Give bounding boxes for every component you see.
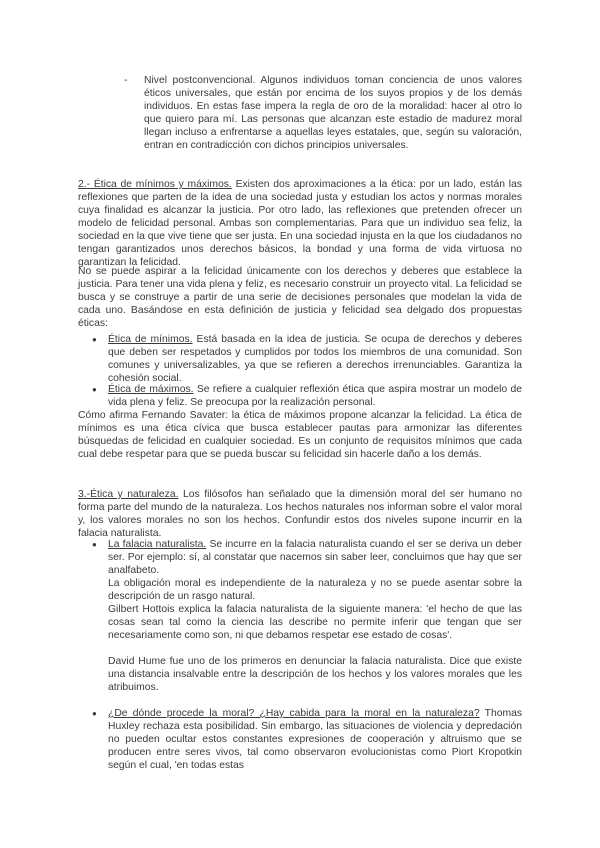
falacia-paragraph-4: David Hume fue uno de los primeros en denunciar la falacia naturalista. Dice que existe una distancia insalvable entre la descripción de los hechos y los valores morales que les atribuimos. <box>108 656 522 693</box>
maximos-text: Se refiere a cualquier reflexión ética que aspira mostrar un modelo de vida plena y feliz. Se preocupa por la realización personal. <box>108 384 522 408</box>
bullet-icon <box>92 707 100 715</box>
bullet-icon <box>92 538 100 546</box>
falacia-label: La falacia naturalista. <box>108 539 207 550</box>
origen-moral-text: Thomas Huxley rechaza esta posibilidad. Sin embargo, las situaciones de violencia y depredación no pueden ocultar estos constantes expresiones de cooperación y altruismo que se producen entre seres vivos, tal como observaron evolucionistas como Piort Kropotkin según el cual, 'en todas estas <box>108 708 522 771</box>
origen-moral-label: ¿De dónde procede la moral? ¿Hay cabida para la moral en la naturaleza? <box>108 708 480 719</box>
section-2-intro-text: Existen dos aproximaciones a la ética: por un lado, están las reflexiones que parten de la idea de una sociedad justa y estudian los actos y normas morales cuya finalidad es alcanzar la justicia. Por otro lado, las reflexiones que pretenden ofrecer un modelo de felicidad personal. Ambas son complementarias. Para que un individuo sea feliz, la sociedad en la que vive tiene que ser justa. En una sociedad injusta en la que los ciudadanos no tengan garantizados unos derechos básicos, la bondad y una forma de vida virtuosa no garantizan la felicidad. <box>78 179 522 268</box>
section-2-paragraph-3: Cómo afirma Fernando Savater: la ética de máximos propone alcanzar la felicidad. La ética de mínimos es una ética cívica que busca establecer pautas para armonizar las diferentes búsquedas de felicidad en cualquier sociedad. Es un conjunto de requisitos mínimos que cada cual debe respetar para que se pueda buscar su felicidad sin hacerle daño a los demás. <box>78 410 522 460</box>
falacia-item <box>108 538 522 577</box>
maximos-item <box>108 383 522 409</box>
section-3-intro-text: Los filósofos han señalado que la dimensión moral del ser humano no forma parte del mundo de la naturaleza. Los hechos naturales nos informan sobre el valor moral y, los valores morales no son los hechos. Confundir estos dos niveles supone incurrir en la falacia naturalista. <box>78 489 523 539</box>
minimos-label: Ética de mínimos. <box>108 334 193 345</box>
minimos-text: Está basada en la idea de justicia. Se ocupa de derechos y deberes que deben ser respetados y cumplidos por todos los miembros de una comunidad. Son comunes y universalizables, ya que se refieren a derechos irrenunciables. Garantiza la cohesión social. <box>108 334 523 384</box>
bullet-icon <box>92 333 100 341</box>
section-2-paragraph-2: No se puede aspirar a la felicidad únicamente con los derechos y deberes que establece la justicia. Para tener una vida plena y feliz, es necesario construir un proyecto vital. La felicidad se busca y se construye a partir de una serie de decisiones personales que modelan la vida de cada uno. Basándose en esta definición de justicia y felicidad sea delgado dos propuestas éticas: <box>78 266 522 329</box>
minimos-item <box>108 333 522 385</box>
falacia-paragraph-3: Gilbert Hottois explica la falacia naturalista de la siguiente manera: 'el hecho de que las cosas sean tal como la ciencia las describe no permite inferir que tengan que ser necesariamente como son, ni que debamos respetar ese estado de cosas'. <box>108 604 522 641</box>
section-2-heading: 2.- Ética de mínimos y máximos. <box>78 179 232 190</box>
maximos-label: Ética de máximos. <box>108 384 194 395</box>
postconventional-paragraph: Nivel postconvencional. Algunos individuos toman conciencia de unos valores éticos universales, que están por encima de los suyos propios y de los demás individuos. En estas fase impera la regla de oro de la moralidad: hacer al otro lo que quiero para mí. Las personas que alcanzan este estadio de madurez moral llegan incluso a enfrentarse a aquellas leyes estatales, que, según su valoración, entran en contradicción con dichos principios universales. <box>144 75 522 151</box>
dash-marker: - <box>124 75 128 86</box>
falacia-paragraph-2: La obligación moral es independiente de la naturaleza y no se puede asentar sobre la descripción de un rasgo natural. <box>108 578 522 602</box>
origen-moral-item <box>108 707 522 772</box>
section-2-intro <box>78 178 522 269</box>
falacia-text: Se incurre en la falacia naturalista cuando el ser se deriva un deber ser. Por ejemplo: sí, al constatar que nacemos sin saber leer, concluimos que hay que ser analfabeto. <box>108 539 522 576</box>
section-3-intro <box>78 488 522 540</box>
section-3-heading: 3.-Ética y naturaleza. <box>78 489 179 500</box>
bullet-icon <box>92 383 100 391</box>
